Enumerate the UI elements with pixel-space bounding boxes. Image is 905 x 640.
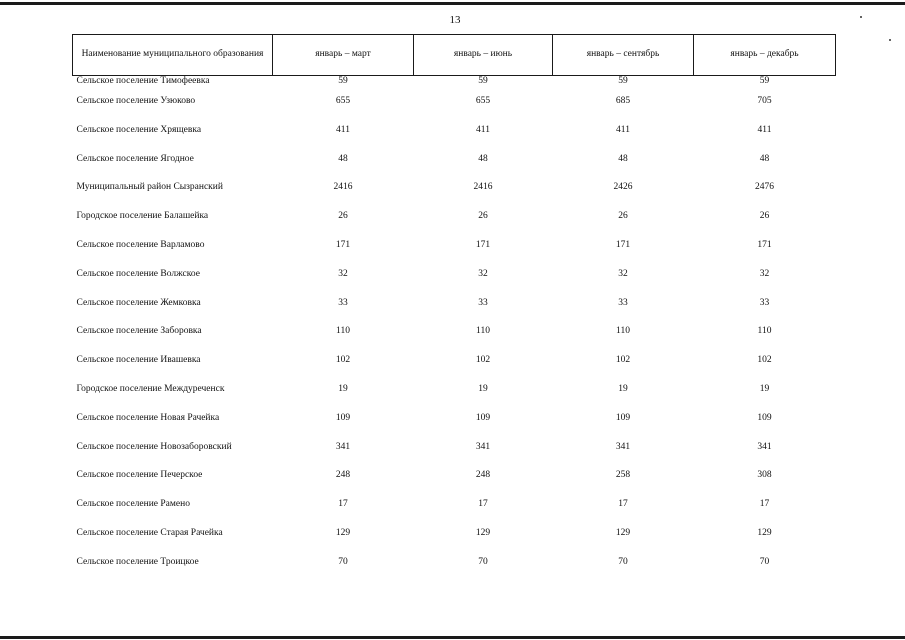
value-jan-jun: 171	[475, 239, 491, 250]
table-row	[73, 499, 836, 528]
header-jan-jun: январь – июнь	[414, 35, 553, 76]
value-jan-jun: 129	[475, 527, 491, 538]
value-jan-sep: 26	[618, 211, 628, 222]
table-row	[73, 355, 836, 384]
municipality-name: Сельское поселение Узюково	[76, 96, 196, 106]
value-jan-dec: 26	[759, 211, 770, 222]
value-jan-mar: 109	[335, 412, 351, 423]
value-jan-mar: 341	[335, 441, 351, 452]
value-jan-jun: 109	[475, 412, 491, 423]
value-jan-sep: 19	[618, 383, 628, 394]
municipality-name: Сельское поселение Рамено	[76, 499, 190, 510]
municipality-name: Сельское поселение Новозаборовский	[76, 441, 232, 452]
value-jan-mar: 248	[335, 470, 351, 481]
table-row	[73, 240, 836, 269]
value-jan-jun: 2416	[473, 182, 493, 193]
value-jan-mar: 59	[338, 76, 348, 86]
top-border-line	[0, 2, 905, 5]
scan-speck	[860, 16, 862, 18]
value-jan-mar: 102	[335, 355, 351, 366]
value-jan-dec: 411	[757, 124, 772, 135]
value-jan-sep: 70	[618, 556, 628, 567]
header-jan-sep: январь – сентябрь	[553, 35, 694, 76]
value-jan-dec: 341	[757, 441, 772, 452]
value-jan-mar: 33	[338, 297, 348, 308]
municipality-name: Сельское поселение Ивашевка	[76, 355, 201, 366]
value-jan-sep: 411	[616, 124, 630, 135]
value-jan-sep: 258	[615, 470, 631, 481]
value-jan-mar: 32	[338, 268, 348, 279]
value-jan-dec: 17	[759, 499, 770, 510]
table-body	[73, 76, 836, 586]
value-jan-sep: 102	[615, 355, 631, 366]
municipality-name: Сельское поселение Новая Рачейка	[76, 412, 220, 423]
table-row	[73, 269, 836, 298]
value-jan-dec: 2476	[755, 182, 774, 193]
value-jan-mar: 19	[338, 383, 348, 394]
value-jan-jun: 48	[478, 153, 488, 164]
value-jan-jun: 59	[478, 76, 488, 86]
value-jan-mar: 48	[338, 153, 348, 164]
municipality-name: Городское поселение Балашейка	[76, 211, 209, 222]
value-jan-dec: 59	[759, 76, 770, 86]
municipality-name: Сельское поселение Печерское	[76, 470, 203, 481]
value-jan-dec: 129	[757, 527, 772, 538]
value-jan-dec: 171	[757, 239, 772, 250]
municipality-name: Сельское поселение Варламово	[76, 239, 205, 250]
table-row	[73, 442, 836, 471]
table-row	[73, 125, 836, 154]
table-row	[73, 557, 836, 586]
value-jan-mar: 70	[338, 556, 348, 567]
value-jan-sep: 110	[616, 326, 630, 337]
municipality-name: Сельское поселение Заборовка	[76, 326, 202, 337]
value-jan-dec: 705	[757, 96, 772, 106]
value-jan-jun: 32	[478, 268, 488, 279]
value-jan-jun: 411	[476, 124, 490, 135]
header-jan-mar: январь – март	[273, 35, 414, 76]
table-row	[73, 154, 836, 183]
municipality-name: Сельское поселение Хрящевка	[76, 124, 202, 135]
value-jan-sep: 129	[615, 527, 631, 538]
municipality-name: Сельское поселение Ягодное	[76, 153, 194, 164]
value-jan-sep: 17	[618, 499, 628, 510]
municipal-data-table	[72, 34, 836, 586]
value-jan-jun: 102	[475, 355, 491, 366]
table-row	[73, 413, 836, 442]
value-jan-jun: 110	[476, 326, 490, 337]
value-jan-jun: 248	[475, 470, 491, 481]
value-jan-mar: 411	[336, 124, 350, 135]
table-row	[73, 384, 836, 413]
table-row	[73, 470, 836, 499]
value-jan-sep: 171	[615, 239, 631, 250]
table-row	[73, 298, 836, 327]
value-jan-mar: 171	[335, 239, 351, 250]
value-jan-mar: 26	[338, 211, 348, 222]
municipality-name: Сельское поселение Волжское	[76, 268, 200, 279]
municipality-name: Муниципальный район Сызранский	[76, 182, 223, 193]
page-number: 13	[449, 14, 461, 26]
table-row	[73, 528, 836, 557]
value-jan-dec: 109	[757, 412, 772, 423]
table-row	[73, 182, 836, 211]
value-jan-dec: 33	[759, 297, 770, 308]
value-jan-mar: 129	[335, 527, 351, 538]
municipality-name: Сельское поселение Тимофеевка	[76, 76, 210, 86]
value-jan-jun: 341	[475, 441, 491, 452]
municipality-name: Сельское поселение Троицкое	[76, 556, 199, 567]
value-jan-dec: 48	[759, 153, 770, 164]
table-header-row	[73, 35, 836, 76]
header-jan-dec: январь – декабрь	[694, 35, 836, 76]
value-jan-sep: 109	[615, 412, 631, 423]
value-jan-dec: 32	[759, 268, 770, 279]
value-jan-jun: 70	[478, 556, 488, 567]
value-jan-mar: 655	[335, 96, 351, 106]
bottom-border-line	[0, 636, 905, 639]
value-jan-dec: 19	[759, 383, 770, 394]
value-jan-jun: 19	[478, 383, 488, 394]
value-jan-sep: 685	[615, 96, 631, 106]
table-row	[73, 211, 836, 240]
value-jan-sep: 33	[618, 297, 628, 308]
municipality-name: Городское поселение Междуреченск	[76, 383, 225, 394]
value-jan-mar: 17	[338, 499, 348, 510]
value-jan-jun: 33	[478, 297, 488, 308]
value-jan-dec: 70	[759, 556, 770, 567]
value-jan-jun: 26	[478, 211, 488, 222]
municipality-name: Сельское поселение Жемковка	[76, 297, 201, 308]
table-row	[73, 96, 836, 125]
table-row	[73, 76, 836, 97]
scan-speck	[889, 39, 891, 41]
value-jan-mar: 2416	[333, 182, 353, 193]
municipality-name: Сельское поселение Старая Рачейка	[76, 527, 223, 538]
value-jan-jun: 655	[475, 96, 491, 106]
value-jan-sep: 2426	[613, 182, 633, 193]
header-municipality-name: Наименование муниципального образования	[73, 35, 273, 76]
value-jan-dec: 308	[757, 470, 772, 481]
value-jan-jun: 17	[478, 499, 488, 510]
value-jan-sep: 48	[618, 153, 628, 164]
value-jan-dec: 102	[757, 355, 772, 366]
value-jan-mar: 110	[336, 326, 350, 337]
table-row	[73, 326, 836, 355]
value-jan-sep: 341	[615, 441, 631, 452]
value-jan-sep: 32	[618, 268, 628, 279]
value-jan-dec: 110	[757, 326, 772, 337]
value-jan-sep: 59	[618, 76, 628, 86]
